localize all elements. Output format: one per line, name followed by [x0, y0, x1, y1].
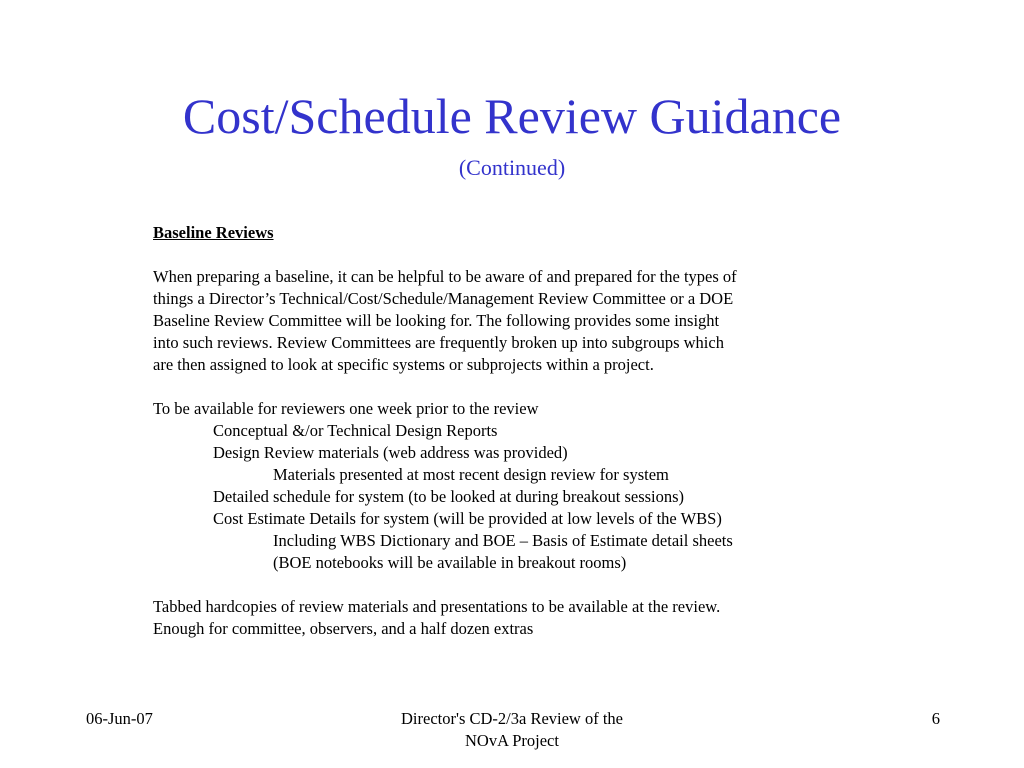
closing-line: Tabbed hardcopies of review materials and presentations to be available at the review. — [153, 597, 721, 616]
footer-date: 06-Jun-07 — [86, 709, 153, 728]
spacer — [153, 244, 893, 266]
footer-title-line: Director's CD-2/3a Review of the — [401, 709, 623, 728]
list-item: Detailed schedule for system (to be looked at during breakout sessions) — [213, 487, 685, 506]
intro-line: are then assigned to look at specific systems or subprojects within a project. — [153, 355, 654, 374]
intro-line: things a Director’s Technical/Cost/Schedule/Management Review Committee or a DOE — [153, 289, 734, 308]
spacer — [153, 574, 893, 596]
intro-line: When preparing a baseline, it can be helpful to be aware of and prepared for the types of — [153, 267, 737, 286]
intro-line: into such reviews. Review Committees are frequently broken up into subgroups which — [153, 333, 724, 352]
list-subitem: (BOE notebooks will be available in breakout rooms) — [273, 553, 627, 572]
slide-title: Cost/Schedule Review Guidance — [182, 88, 842, 144]
list-item: Conceptual &/or Technical Design Reports — [213, 421, 498, 440]
list-item: Design Review materials (web address was provided) — [213, 443, 568, 462]
intro-line: Baseline Review Committee will be looking for. The following provides some insight — [153, 311, 720, 330]
list-item: Cost Estimate Details for system (will be provided at low levels of the WBS) — [213, 509, 722, 528]
list-intro: To be available for reviewers one week prior to the review — [153, 399, 539, 418]
closing-line: Enough for committee, observers, and a half dozen extras — [153, 619, 534, 638]
slide-subtitle: (Continued) — [458, 155, 566, 180]
footer-title — [362, 708, 662, 752]
list-subitem: Materials presented at most recent design review for system — [273, 465, 669, 484]
section-heading: Baseline Reviews — [153, 223, 274, 242]
list-subitem: Including WBS Dictionary and BOE – Basis of Estimate detail sheets — [273, 531, 733, 550]
page-number: 6 — [931, 709, 940, 728]
slide-body — [153, 222, 893, 640]
spacer — [153, 376, 893, 398]
footer-title-line: NOvA Project — [465, 731, 559, 750]
